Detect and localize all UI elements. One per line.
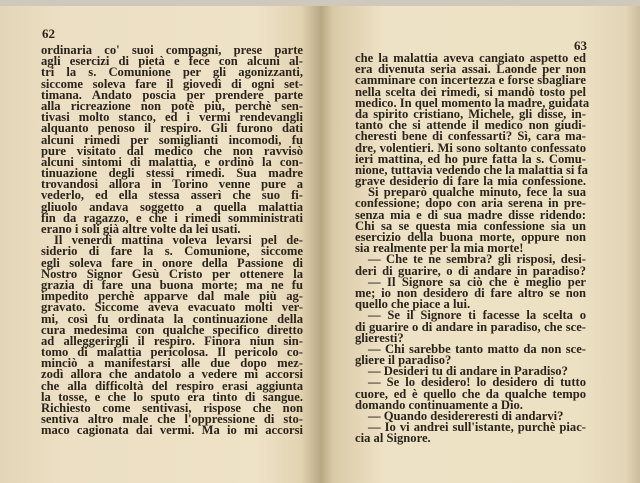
text-line: — Io vi andrei sull'istante, purchè piac- — [368, 420, 586, 435]
text-line: agli esercizi di pietà e fece con alcuni al- — [41, 54, 303, 69]
text-line: Si preparò qualche minuto, fece la sua — [368, 185, 586, 200]
text-line: glieresti? — [355, 330, 404, 345]
text-line: alquanto penoso il respiro. Gli furono dati — [41, 121, 303, 136]
text-line: trovandosi allora in Torino venne pure a — [41, 177, 303, 192]
text-line: Il venerdì mattina voleva levarsi pel de- — [54, 233, 303, 248]
text-line: era divenuta seria assai. Laonde per non — [355, 62, 586, 77]
text-line: — Il Signore sa ciò che è meglio per — [368, 274, 586, 289]
text-line: siccome soleva fare il giovedì di ogni set- — [41, 76, 303, 91]
text-line: impedito perchè apparve dal male più ag- — [41, 289, 303, 304]
text-line: timana. Andato poscia per prendere parte — [41, 87, 303, 102]
text-line: alcuni sintomi di malattia, e ordinò la con- — [41, 154, 303, 169]
text-line: — Desideri tu di andare in Paradiso? — [368, 364, 568, 379]
text-line: nella scelta dei rimedi, si mandò tosto pel — [355, 84, 586, 99]
text-line: — Se lo desidero! lo desidero di tutto — [368, 375, 586, 390]
text-line: tri la s. Comunione per gli agonizzanti, — [41, 65, 303, 80]
text-line: deri di guarire, o di andare in paradiso? — [355, 263, 586, 278]
text-line: ieri mattina, ed ho pure fatta la s. Comu- — [355, 151, 586, 166]
text-line: cuore, ed è quello che da qualche tempo — [355, 386, 586, 401]
text-line: fin da ragazzo, e che i rimedi somministrati — [41, 210, 303, 225]
page-number-left: 62 — [42, 26, 55, 41]
text-line: sia realmente per la mia morte! — [355, 241, 524, 256]
text-line: gliere il paradiso? — [355, 353, 452, 368]
text-line: dre, volentieri. Mi sono soltanto confessato — [355, 140, 586, 155]
text-line: Chi sa se questa mia confessione sia un — [355, 218, 586, 233]
text-line: la tosse, e che lo sputo era tinto di sangue. — [41, 389, 303, 404]
text-line: di guarire o di andare in paradiso, che sce- — [355, 319, 586, 334]
text-line: Nostro Signor Gesù Cristo per ottenere la — [41, 266, 303, 281]
text-line: alla ricreazione non potè più, perchè sen- — [41, 98, 303, 113]
text-line: domando continuamente a Dio. — [355, 397, 523, 412]
text-line: pure visitato dal medico che non ravvisò — [41, 143, 303, 158]
text-line: Richiesto come sentivasi, rispose che non — [41, 401, 303, 415]
text-line: mi, così fu ordinata la continuazione della — [41, 311, 303, 326]
text-line: — Che te ne sembra? gli risposi, desi- — [368, 252, 586, 267]
text-line: gliuolo andava soggetto a quella malattia — [41, 199, 303, 214]
text-line: medico. In quel momento la madre, guidata — [355, 95, 590, 110]
text-line: camminare con incertezza e forse sbagliare — [355, 73, 586, 88]
text-line: gravato. Siccome aveva evacuato molti ver- — [41, 300, 303, 315]
text-line: cura medesima con qualche specifico diretto — [41, 322, 303, 337]
text-line: — Se il Signore ti facesse la scelta o — [368, 308, 586, 323]
page-number-right: 63 — [574, 38, 587, 53]
text-line: minciò a manifestarsi alle due dopo mez- — [41, 356, 303, 371]
text-line: tivasi molto stanco, ed i vermi rendevangli — [41, 110, 303, 125]
text-line: che la malattia aveva cangiato aspetto ed — [355, 51, 586, 65]
text-line: nione, tuttavia vedendo che la malattia si fa — [355, 162, 588, 177]
text-line: cheresti bene di confessarti? Sì, cara ma- — [355, 129, 586, 144]
text-line: ordinaria co' suoi compagni, prese parte — [41, 43, 303, 57]
text-line: grave desiderio di fare la mia confessione. — [355, 174, 586, 189]
text-line: quello che piace a lui. — [355, 297, 471, 312]
text-line: erano i soli già altre volte da lei usati. — [41, 222, 241, 236]
text-line: senza mia e di sua madre disse ridendo: — [355, 207, 586, 222]
text-line: tinuazione degli stessi rimedi. Sua madre — [41, 166, 303, 181]
text-line: confessione; dopo con aria serena in pre- — [355, 196, 586, 211]
text-line: che alla difficoltà del respiro erasi aggiunta — [41, 378, 303, 393]
text-line: da spirito cristiano, Michele, gli disse, in- — [355, 106, 586, 121]
left-page-text — [41, 45, 303, 437]
text-line: — Quando desidereresti di andarvi? — [368, 409, 564, 423]
text-line: tanto che si attende il medico non giudi- — [355, 118, 586, 133]
text-line: zodì allora che andatolo a vedere mi accorsi — [41, 367, 303, 382]
page-edge — [626, 6, 640, 483]
text-line: me; io non desidero di fare altro se non — [355, 285, 586, 300]
right-page-text — [355, 51, 590, 446]
text-line: — Chi sarebbe tanto matto da non sce- — [368, 341, 586, 356]
text-line: cia al Signore. — [355, 431, 431, 446]
text-line: siderio di fare la s. Comunione, siccome — [41, 244, 303, 259]
text-line: maco cagionata dai vermi. Ma io mi accorsi — [41, 423, 303, 438]
text-line: tomo di malattia pericolosa. Il pericolo co- — [41, 345, 303, 360]
text-line: vederlo, ed ella stessa asserì che suo fi- — [41, 188, 303, 203]
text-line: ad alleggerirgli il respiro. Finora niun sin- — [41, 333, 303, 348]
text-line: alcuni rimedi per somiglianti incomodi, fu — [41, 132, 303, 147]
text-line: egli soleva fare in onore della Passione di — [41, 255, 303, 270]
text-line: grazia di fare una buona morte; ma ne fu — [41, 277, 303, 292]
text-line: sentiva altro male che l'oppressione di sto- — [41, 412, 303, 427]
text-line: esercizio della buona morte, oppure non — [355, 230, 586, 244]
